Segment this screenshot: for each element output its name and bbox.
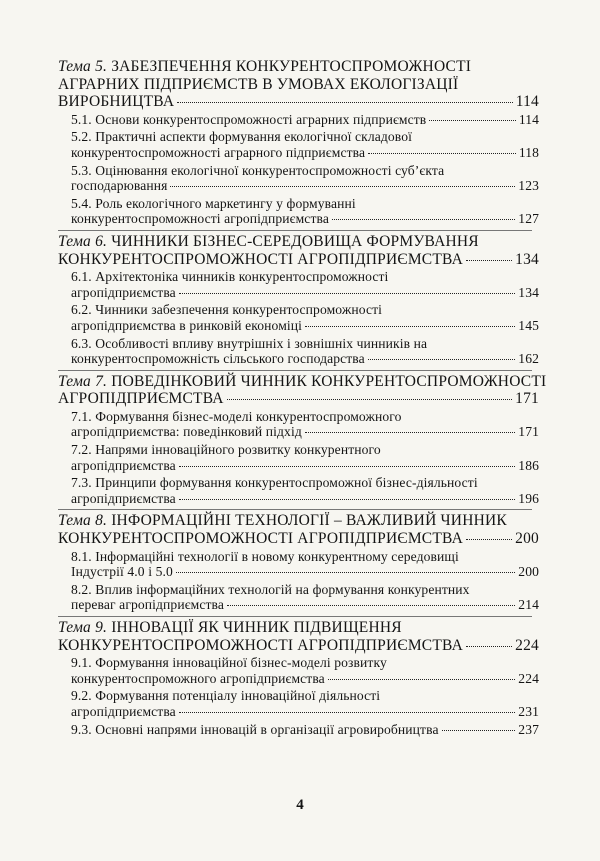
dot-leader [177, 102, 512, 103]
topic-title-text: ЧИННИКИ БІЗНЕС-СЕРЕДОВИЩА ФОРМУВАННЯ [111, 232, 479, 250]
section-title-text: конкурентоспроможність сільського господарства [71, 351, 365, 367]
toc-topic [58, 619, 539, 737]
section-line [71, 285, 539, 301]
topic-title [58, 512, 539, 547]
topic-title-text: ЗАБЕЗПЕЧЕННЯ КОНКУРЕНТОСПРОМОЖНОСТІ [111, 58, 472, 75]
dot-leader [170, 186, 515, 187]
section-title-text: 6.2. Чинники забезпечення конкурентоспроможності [71, 302, 383, 318]
section-page-number: 162 [518, 351, 539, 367]
toc-section [58, 722, 539, 738]
section-title-text: агропідприємства в ринковій економіці [71, 317, 303, 333]
section-title-text: 6.3. Особливості впливу внутрішніх і зовнішніх чинників на [71, 335, 428, 351]
toc-section [58, 688, 539, 719]
section-page-number: 134 [518, 284, 539, 300]
toc-section [58, 409, 539, 440]
section-line [71, 688, 539, 704]
section-title-text: 7.2. Напрями інноваційного розвитку конкурентного [71, 442, 381, 458]
section-title-text: конкурентоспроможного агропідприємства [71, 670, 325, 686]
toc-section [58, 163, 539, 194]
topic-title-text: КОНКУРЕНТОСПРОМОЖНОСТІ АГРОПІДПРИЄМСТВА [58, 250, 463, 268]
toc-section [58, 549, 539, 580]
section-line [71, 597, 539, 613]
section-title-text: 7.1. Формування бізнес-моделі конкурентоспроможного [71, 408, 402, 424]
topic-separator [58, 370, 532, 371]
dot-leader [332, 219, 515, 220]
topic-title-text: ВИРОБНИЦТВА [58, 93, 175, 111]
section-line [71, 302, 539, 318]
section-title-text: агропідприємства [71, 284, 176, 300]
section-page-number: 118 [518, 144, 539, 160]
topic-title-text: АГРОПІДПРИЄМСТВА [58, 390, 224, 408]
section-page-number: 171 [518, 424, 539, 440]
section-line [71, 475, 539, 491]
section-line [71, 336, 539, 352]
section-page-number: 231 [518, 703, 539, 719]
topic-title-line [58, 76, 539, 94]
topic-title-line [58, 530, 539, 548]
section-page-number: 196 [518, 490, 539, 506]
dot-leader [179, 466, 515, 467]
section-line [71, 211, 539, 227]
toc-topic [58, 512, 539, 613]
topic-prefix: Тема 9. [58, 619, 108, 636]
section-line [71, 351, 539, 367]
topic-title-line [58, 58, 539, 76]
section-line [71, 491, 539, 507]
dot-leader [179, 499, 515, 500]
section-title-text: 5.1. Основи конкурентоспроможності аграрних підприємств [71, 111, 427, 127]
section-line [71, 196, 539, 212]
toc-section [58, 269, 539, 300]
dot-leader [305, 432, 515, 433]
dot-leader [368, 153, 516, 154]
dot-leader [227, 399, 512, 400]
table-of-contents [58, 58, 547, 737]
dot-leader [179, 293, 515, 294]
section-title-text: 5.2. Практичні аспекти формування екологічної складової [71, 129, 412, 145]
section-title-text: 6.1. Архітектоніка чинників конкурентоспроможності [71, 269, 389, 285]
section-page-number: 127 [518, 211, 539, 227]
section-title-text: Індустрії 4.0 і 5.0 [71, 564, 173, 580]
topic-title [58, 233, 539, 268]
section-title-text: конкурентоспроможності агропідприємства [71, 211, 329, 227]
dot-leader [227, 605, 515, 606]
section-page-number: 200 [518, 564, 539, 580]
section-title-text: переваг агропідприємства [71, 597, 224, 613]
section-line [71, 129, 539, 145]
topic-title-text: ІНФОРМАЦІЙНІ ТЕХНОЛОГІЇ – ВАЖЛИВИЙ ЧИННИК [111, 512, 507, 530]
section-line [71, 163, 539, 179]
topic-title-text: КОНКУРЕНТОСПРОМОЖНОСТІ АГРОПІДПРИЄМСТВА [58, 636, 463, 654]
topic-page-number: 114 [515, 93, 539, 111]
topic-title-line [58, 512, 539, 530]
topic-title [58, 372, 547, 408]
topic-page-number: 134 [515, 250, 539, 268]
section-page-number: 186 [518, 457, 539, 473]
topic-title-line [58, 619, 539, 637]
section-line [71, 318, 539, 334]
dot-leader [466, 539, 512, 540]
topic-title-text: АГРАРНИХ ПІДПРИЄМСТВ В УМОВАХ ЕКОЛОГІЗАЦІЇ [58, 75, 459, 93]
topic-separator [58, 230, 532, 231]
section-line [71, 442, 539, 458]
toc-section [58, 196, 539, 227]
topic-title [58, 58, 539, 111]
section-page-number: 123 [518, 178, 539, 194]
topic-prefix: Тема 5. [58, 58, 108, 75]
section-line [71, 671, 539, 687]
toc-section [58, 129, 539, 160]
section-title-text: 8.2. Вплив інформаційних технологій на формування конкурентних [71, 581, 470, 597]
topic-title-line [58, 637, 539, 655]
toc-topic [58, 372, 547, 507]
topic-page-number: 224 [515, 636, 539, 654]
topic-title-text: КОНКУРЕНТОСПРОМОЖНОСТІ АГРОПІДПРИЄМСТВА [58, 530, 463, 548]
section-page-number: 114 [518, 111, 539, 127]
topic-title [58, 619, 539, 654]
toc-section [58, 475, 539, 506]
dot-leader [305, 326, 515, 327]
section-line [71, 458, 539, 474]
section-title-text: агропідприємства [71, 703, 176, 719]
dot-leader [466, 260, 512, 261]
topic-prefix: Тема 6. [58, 232, 108, 250]
section-line [71, 655, 539, 671]
toc-section [58, 336, 539, 367]
page-number: 4 [296, 797, 304, 813]
topic-page-number: 200 [515, 530, 539, 548]
topic-prefix: Тема 8. [58, 512, 108, 530]
toc-section [58, 302, 539, 333]
dot-leader [466, 646, 512, 647]
section-line [71, 178, 539, 194]
section-line [71, 145, 539, 161]
section-title-text: агропідприємства: поведінковий підхід [71, 424, 302, 440]
toc-section [58, 112, 539, 128]
toc-topic [58, 233, 539, 367]
topic-separator [58, 509, 532, 510]
section-line [71, 722, 539, 738]
dot-leader [328, 679, 516, 680]
section-title-text: 8.1. Інформаційні технології в новому конкурентному середовищі [71, 548, 459, 564]
topic-page-number: 171 [515, 390, 539, 408]
section-line [71, 582, 539, 598]
topic-title-line [58, 251, 539, 269]
toc-section [58, 582, 539, 613]
section-line [71, 549, 539, 565]
section-line [71, 112, 539, 128]
topic-separator [58, 616, 532, 617]
section-title-text: агропідприємства [71, 457, 176, 473]
topic-title-line [58, 93, 539, 111]
toc-topic [58, 58, 539, 227]
section-line [71, 704, 539, 720]
topic-title-line [58, 372, 547, 391]
section-line [71, 424, 539, 440]
section-title-text: 9.1. Формування інноваційної бізнес-моделі розвитку [71, 655, 387, 671]
section-page-number: 237 [518, 721, 539, 737]
section-page-number: 145 [518, 317, 539, 333]
topic-prefix: Тема 7. [58, 372, 108, 390]
section-title-text: конкурентоспроможності аграрного підприємства [71, 144, 366, 160]
section-page-number: 224 [518, 670, 539, 686]
section-line [71, 409, 539, 425]
dot-leader [368, 359, 516, 360]
dot-leader [429, 120, 516, 121]
section-title-text: агропідприємства [71, 490, 176, 506]
section-title-text: 5.3. Оцінювання екологічної конкурентоспроможності суб’єкта [71, 162, 445, 178]
dot-leader [442, 730, 516, 731]
dot-leader [176, 572, 515, 573]
section-page-number: 214 [518, 597, 539, 613]
toc-section [58, 442, 539, 473]
section-title-text: 9.2. Формування потенціалу інноваційної діяльності [71, 688, 381, 704]
section-line [71, 564, 539, 580]
section-title-text: 7.3. Принципи формування конкурентоспроможної бізнес-діяльності [71, 475, 478, 491]
section-title-text: господарювання [71, 178, 168, 194]
toc-section [58, 655, 539, 686]
topic-title-text: ПОВЕДІНКОВИЙ ЧИННИК КОНКУРЕНТОСПРОМОЖНОСТІ [111, 372, 547, 390]
section-title-text: 5.4. Роль екологічного маркетингу у формуванні [71, 195, 356, 211]
topic-title-line [58, 233, 539, 251]
dot-leader [179, 712, 515, 713]
section-line [71, 269, 539, 285]
section-title-text: 9.3. Основні напрями інновацій в організації агровиробництва [71, 721, 439, 737]
topic-title-line [58, 390, 539, 408]
topic-title-text: ІННОВАЦІЇ ЯК ЧИННИК ПІДВИЩЕННЯ [111, 619, 402, 636]
